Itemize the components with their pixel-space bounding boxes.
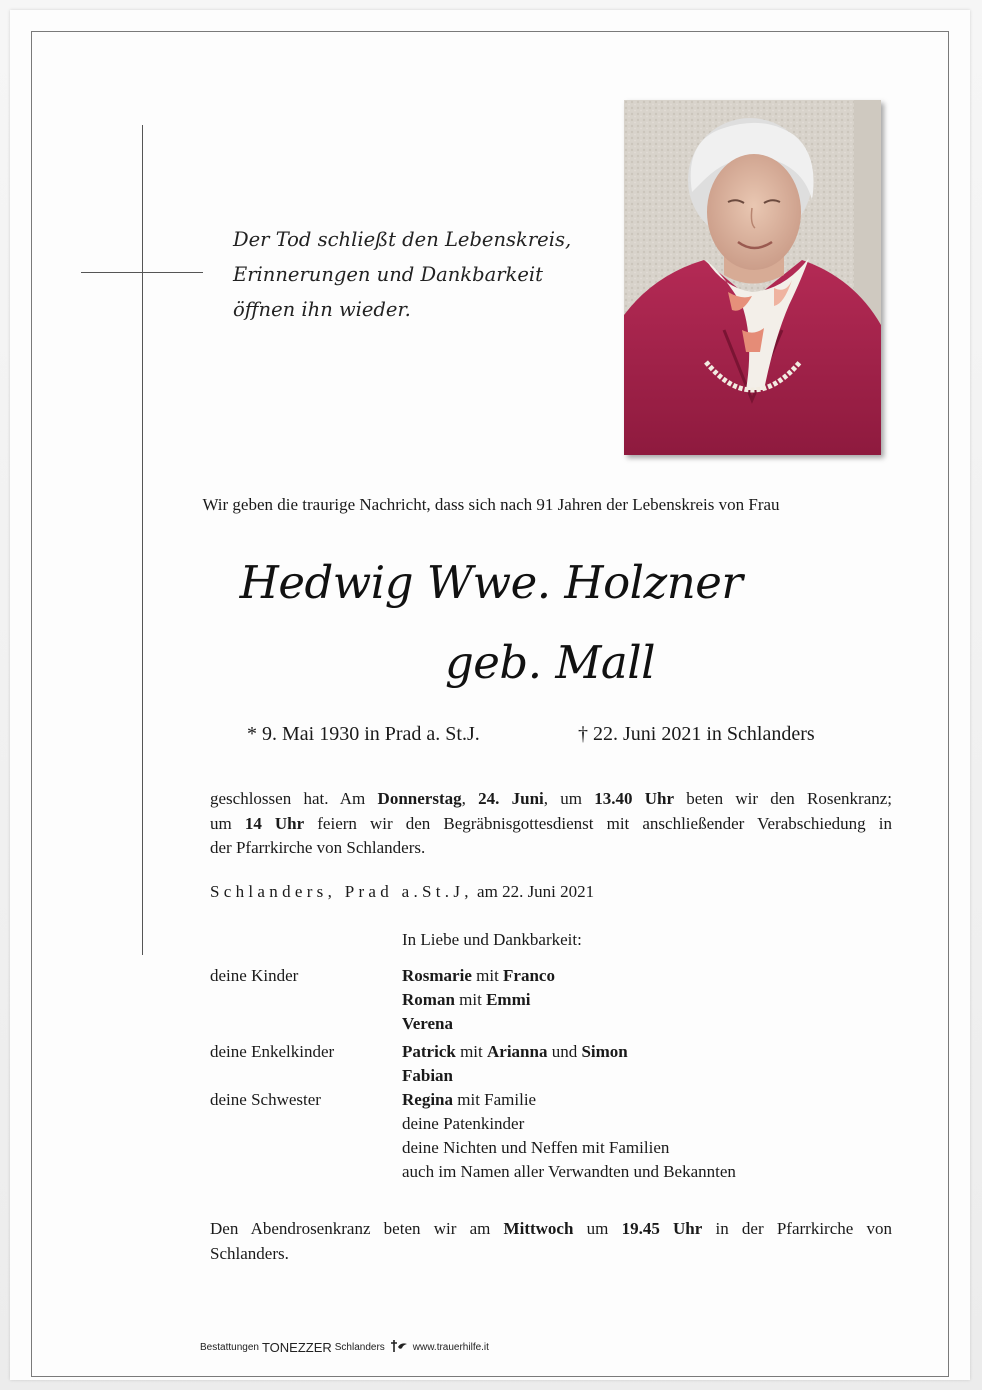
rosary-time: 13.40 Uhr xyxy=(594,789,675,808)
relative-name: Franco xyxy=(503,966,555,985)
death-info: † 22. Juni 2021 in Schlanders xyxy=(578,723,815,745)
relative-name: Verena xyxy=(402,1014,453,1033)
funeral-line: der Pfarrkirche von Schlanders. xyxy=(210,838,426,857)
mass-time: 14 Uhr xyxy=(244,813,305,833)
grandchildren-label: deine Enkelkinder xyxy=(210,1042,335,1061)
dove-cross-icon xyxy=(390,1339,408,1356)
evening-day: Mittwoch xyxy=(503,1219,574,1238)
relative-line: deine Nichten und Neffen mit Familien xyxy=(402,1138,670,1157)
relative-line xyxy=(402,1042,628,1062)
cross-vertical-bar xyxy=(142,125,143,955)
text: um xyxy=(573,1219,622,1238)
funeral-line xyxy=(210,787,892,812)
place-date xyxy=(210,882,594,902)
relative-line: auch im Namen aller Verwandten und Bekannten xyxy=(402,1162,736,1181)
relative-name: Regina xyxy=(402,1090,453,1109)
text: mit Familie xyxy=(453,1090,537,1109)
portrait-illustration xyxy=(624,100,881,455)
relative-name: Roman xyxy=(402,990,455,1009)
text: mit xyxy=(454,990,487,1009)
text: Den Abendrosenkranz beten wir am xyxy=(210,1219,504,1238)
relative-line xyxy=(402,1066,453,1086)
text: , um xyxy=(543,789,595,808)
evening-rosary xyxy=(210,1217,892,1266)
funeral-day: Donnerstag xyxy=(377,789,462,808)
funeral-details xyxy=(210,787,892,861)
footer-brand: TONEZZER xyxy=(261,1340,332,1355)
text: um xyxy=(210,813,245,833)
portrait-photo xyxy=(624,100,881,455)
funeral-line xyxy=(210,812,892,837)
evening-line: Schlanders. xyxy=(210,1243,289,1263)
quote-line: Der Tod schließt den Lebenskreis, xyxy=(233,228,572,251)
sister-label: deine Schwester xyxy=(210,1090,321,1109)
quote-line: öffnen ihn wieder. xyxy=(233,298,411,321)
relative-line xyxy=(402,1014,453,1034)
relative-line: deine Patenkinder xyxy=(402,1114,525,1133)
deceased-name: Hedwig Wwe. Holzner xyxy=(239,556,743,609)
relative-name: Rosmarie xyxy=(402,966,472,985)
text: geschlossen hat. Am xyxy=(210,789,378,808)
relative-name: Patrick xyxy=(402,1042,456,1061)
relative-line xyxy=(402,966,555,986)
quote-line: Erinnerungen und Dankbarkeit xyxy=(233,263,543,286)
evening-time: 19.45 Uhr xyxy=(621,1219,703,1238)
in-love-line: In Liebe und Dankbarkeit: xyxy=(402,930,582,949)
text: mit xyxy=(471,966,504,985)
cross-horizontal-bar xyxy=(81,272,203,273)
announcement-text: Wir geben die traurige Nachricht, dass sich nach 91 Jahren der Lebenskreis von Frau xyxy=(202,495,780,514)
evening-line xyxy=(210,1217,892,1242)
text: , xyxy=(461,789,479,808)
funeral-date: 24. Juni xyxy=(478,789,544,808)
footer xyxy=(200,1339,489,1356)
maiden-name: geb. Mall xyxy=(444,636,656,689)
relative-name: Emmi xyxy=(486,990,531,1009)
birth-info: * 9. Mai 1930 in Prad a. St.J. xyxy=(247,723,480,745)
relative-name: Fabian xyxy=(402,1066,454,1085)
footer-website[interactable]: www.trauerhilfe.it xyxy=(412,1342,489,1353)
text: feiern wir den Begräbnisgottesdienst mit anschließender Verabschiedung in xyxy=(304,813,892,833)
text: in der Pfarrkirche von xyxy=(702,1219,892,1238)
memorial-quote xyxy=(233,222,613,327)
relative-line xyxy=(402,990,530,1010)
place-names: Schlanders, Prad a.St.J, xyxy=(210,882,473,901)
text: mit xyxy=(455,1042,487,1061)
notice-date: am 22. Juni 2021 xyxy=(472,882,595,901)
footer-town: Schlanders xyxy=(334,1342,385,1353)
relative-line xyxy=(402,1090,536,1110)
relative-name: Arianna xyxy=(487,1042,548,1061)
relative-name: Simon xyxy=(581,1042,628,1061)
footer-prefix: Bestattungen xyxy=(200,1342,259,1353)
text: und xyxy=(547,1042,582,1061)
children-label: deine Kinder xyxy=(210,966,299,985)
text: beten wir den Rosenkranz; xyxy=(674,789,893,808)
